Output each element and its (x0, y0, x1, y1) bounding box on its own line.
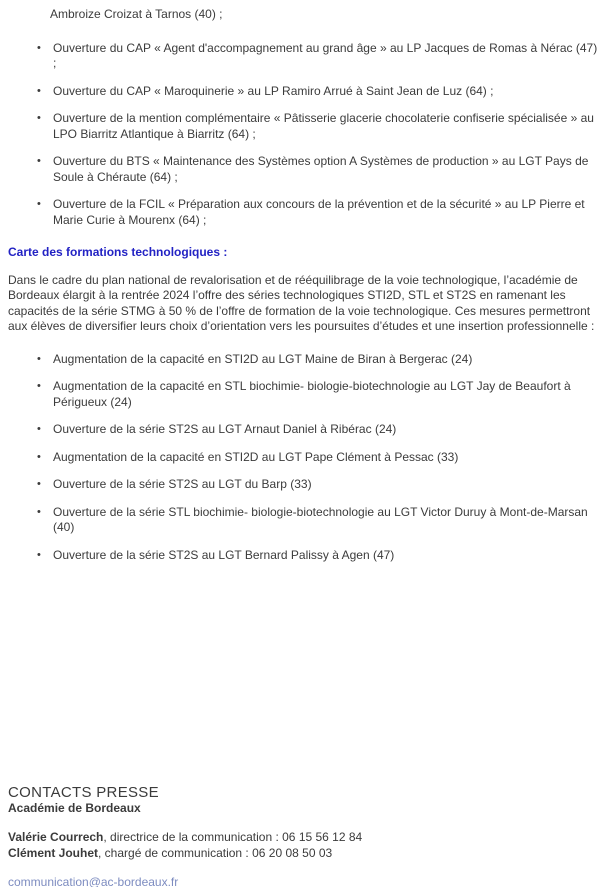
list-item (37, 505, 598, 536)
section-heading-formations-technologiques: Carte des formations technologiques : (8, 245, 228, 259)
section-intro-paragraph: Dans le cadre du plan national de revalorisation et de rééquilibrage de la voie technologique, l’académie de Bordeaux élargit à la rentrée 2024 l’offre des séries technologiques STI2D, STL et ST2S en ramenant les capacités de la série STMG à 50 % de l’offre de formation de la voie technologique. Ces mesures permettront aux élèves de diversifier leurs choix d’orientation vers les poursuites d’études et une insertion professionnelle : (8, 272, 595, 333)
contact-name: Valérie Courrech (8, 830, 104, 844)
list-item (37, 450, 598, 466)
contact-person (8, 829, 598, 845)
contact-lines (8, 829, 598, 861)
list-item-text: Ouverture de la FCIL « Préparation aux concours de la prévention et de la sécurité » au LP Pierre et Marie Curie à Mourenx (64) ; (53, 197, 585, 227)
bullet-icon: • (37, 41, 41, 54)
list-item-text: Ouverture du CAP « Agent d'accompagnement au grand âge » au LP Jacques de Romas à Nérac (47) ; (53, 40, 598, 70)
bullet-icon: • (37, 198, 41, 210)
bullet-icon: • (37, 84, 41, 97)
contact-role-phone: , chargé de communication : 06 20 08 50 03 (98, 846, 333, 860)
list-item-text: Ouverture du BTS « Maintenance des Systèmes option A Systèmes de production » au LGT Pays de Soule à Chéraute (64) ; (53, 154, 589, 184)
contacts-title: CONTACTS PRESSE (8, 784, 159, 801)
list-item-text: Ouverture de la série ST2S au LGT Arnaut Daniel à Ribérac (24) (53, 422, 397, 436)
list-item (37, 111, 598, 142)
list-item (37, 379, 598, 410)
contact-email-link[interactable]: communication@ac-bordeaux.fr (8, 875, 179, 887)
list-item (37, 422, 598, 438)
bullet-icon: • (37, 548, 41, 561)
list-item-text: Ouverture de la mention complémentaire « Pâtisserie glacerie chocolaterie confiserie spécialisée » au LPO Biarritz Atlantique à Biarritz (64) ; (53, 111, 594, 141)
list-item-text: Augmentation de la capacité en STI2D au LGT Maine de Biran à Bergerac (24) (53, 351, 473, 366)
contact-name: Clément Jouhet (8, 846, 99, 860)
list-item (37, 548, 598, 564)
bullet-icon: • (37, 505, 41, 518)
list-item-text: Ouverture du CAP « Maroquinerie » au LP Ramiro Arrué à Saint Jean de Luz (64) ; (53, 83, 494, 98)
professional-openings-list (37, 41, 613, 229)
list-item-text: Ouverture de la série ST2S au LGT Bernard Palissy à Agen (47) (53, 547, 395, 562)
list-item-text: Augmentation de la capacité en STL biochimie- biologie-biotechnologie au LGT Jay de Beaufort à Périgueux (24) (53, 379, 571, 409)
list-item (37, 477, 598, 493)
list-item (37, 41, 598, 72)
list-item-text: Ouverture de la série ST2S au LGT du Barp (33) (53, 477, 312, 491)
list-item (37, 352, 598, 368)
bullet-icon: • (37, 155, 41, 167)
list-item (37, 154, 598, 185)
technological-openings-list (37, 352, 613, 564)
bullet-icon: • (37, 352, 41, 365)
list-item-text: Ouverture de la série STL biochimie- biologie-biotechnologie au LGT Victor Duruy à Mont-de-Marsan (40) (53, 504, 588, 534)
contact-role-phone: , directrice de la communication : 06 15 56 12 84 (103, 830, 363, 844)
bullet-icon: • (37, 112, 41, 124)
list-item (37, 197, 598, 228)
contact-person (8, 845, 598, 861)
continuation-line: Ambroize Croizat à Tarnos (40) ; (50, 7, 223, 21)
bullet-icon: • (37, 450, 41, 463)
press-contacts-block (8, 784, 598, 887)
bullet-icon: • (37, 423, 41, 435)
list-item-text: Augmentation de la capacité en STI2D au LGT Pape Clément à Pessac (33) (53, 449, 459, 464)
bullet-icon: • (37, 380, 41, 392)
contacts-organization: Académie de Bordeaux (8, 801, 141, 815)
bullet-icon: • (37, 478, 41, 490)
list-item (37, 84, 598, 100)
